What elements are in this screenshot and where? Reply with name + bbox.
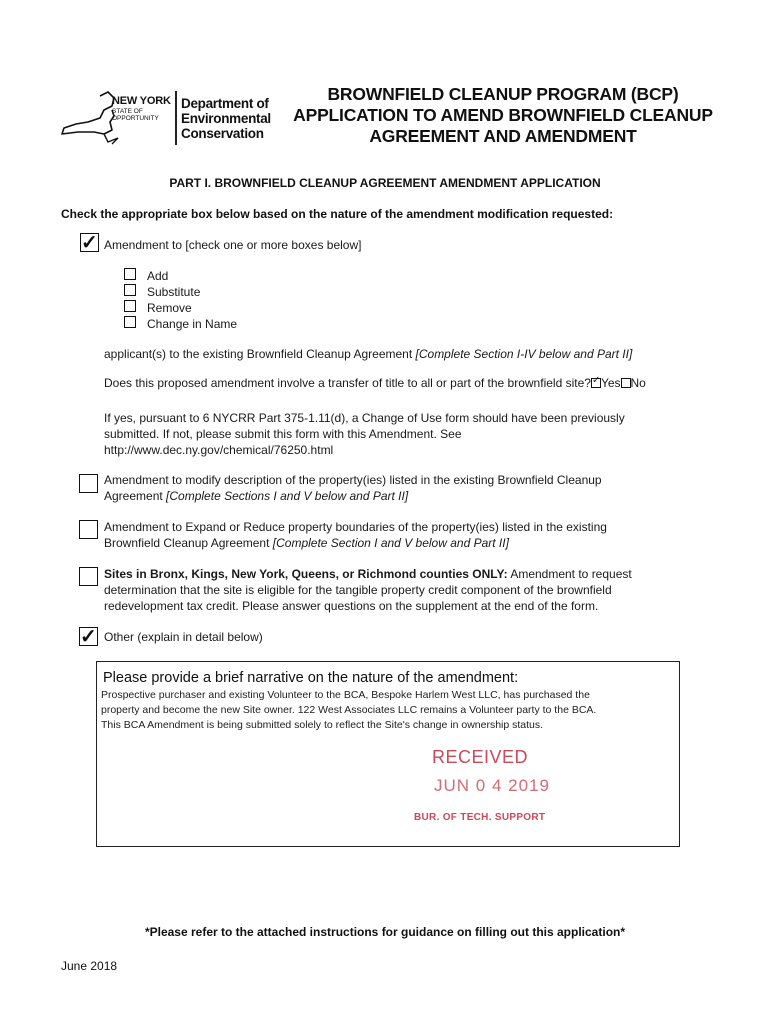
yes-checkbox[interactable]: ✓	[591, 375, 601, 386]
nyc-counties-label: Sites in Bronx, Kings, New York, Queens, or Richmond counties ONLY: Amendment to request determination that the site is eligible for the tangible property credit component of the brownfield redevelopment tax credit. Please answer questions on the supplement at the end of the form.	[104, 567, 632, 613]
remove-label: Remove	[147, 301, 192, 315]
part-title: PART I. BROWNFIELD CLEANUP AGREEMENT AMENDMENT APPLICATION	[169, 176, 601, 190]
modify-description-label: Amendment to modify description of the property(ies) listed in the existing Brownfield Cleanup Agreement [Complete Sections I and V below and Part II]	[104, 473, 602, 503]
instruction-text: Check the appropriate box below based on the nature of the amendment modification requested:	[61, 207, 614, 221]
ny-logo-state-name: NEW YORK	[112, 95, 171, 107]
form-date: June 2018	[61, 959, 118, 973]
document-title: BROWNFIELD CLEANUP PROGRAM (BCP) APPLICATION TO AMEND BROWNFIELD CLEANUP AGREEMENT AND AMENDMENT	[293, 84, 713, 146]
amendment-to-check-mark: ✓	[81, 232, 98, 254]
transfer-question: Does this proposed amendment involve a transfer of title to all or part of the brownfield site? ✓ Yes No	[104, 375, 646, 390]
nyc-counties-checkbox[interactable]	[79, 567, 98, 586]
logo-divider	[175, 91, 177, 145]
change-in-name-checkbox[interactable]	[124, 316, 136, 328]
received-stamp-dept: BUR. OF TECH. SUPPORT	[414, 812, 546, 823]
footer-note: *Please refer to the attached instructions for guidance on filling out this application*	[144, 925, 626, 939]
narrative-text: Prospective purchaser and existing Volunteer to the BCA, Bespoke Harlem West LLC, has purchased the property and become the new Site owner. 122 West Associates LLC remains a Volunteer party to the BCA. This BCA Amendment is being submitted solely to reflect the Site's change in ownership status.	[101, 689, 597, 731]
add-checkbox[interactable]	[124, 268, 136, 280]
ny-logo-tagline: STATE OF OPPORTUNITY	[112, 108, 159, 122]
expand-reduce-label: Amendment to Expand or Reduce property boundaries of the property(ies) listed in the existing Brownfield Cleanup Agreement [Complete Section I and V below and Part II]	[104, 520, 607, 550]
substitute-label: Substitute	[147, 285, 201, 299]
remove-checkbox[interactable]	[124, 300, 136, 312]
narrative-title: Please provide a brief narrative on the nature of the amendment:	[103, 670, 519, 686]
expand-reduce-checkbox[interactable]	[79, 520, 98, 539]
other-check-mark: ✓	[80, 626, 97, 648]
add-label: Add	[147, 269, 169, 283]
no-checkbox[interactable]	[621, 378, 631, 388]
applicants-text: applicant(s) to the existing Brownfield Cleanup Agreement [Complete Section I-IV below and Part II]	[104, 347, 633, 361]
department-name: Department of Environmental Conservation	[181, 96, 271, 141]
other-label: Other (explain in detail below)	[104, 630, 263, 644]
change-in-name-label: Change in Name	[147, 317, 238, 331]
modify-description-checkbox[interactable]	[79, 474, 98, 493]
received-stamp-date: JUN 0 4 2019	[434, 776, 550, 795]
received-stamp: RECEIVED	[432, 747, 529, 767]
if-yes-text: If yes, pursuant to 6 NYCRR Part 375-1.11(d), a Change of Use form should have been previously submitted. If not, please submit this form with this Amendment. See http://www.dec.ny.gov/chemical/76250.html	[104, 411, 625, 457]
amendment-to-label: Amendment to [check one or more boxes below]	[104, 238, 362, 252]
substitute-checkbox[interactable]	[124, 284, 136, 296]
